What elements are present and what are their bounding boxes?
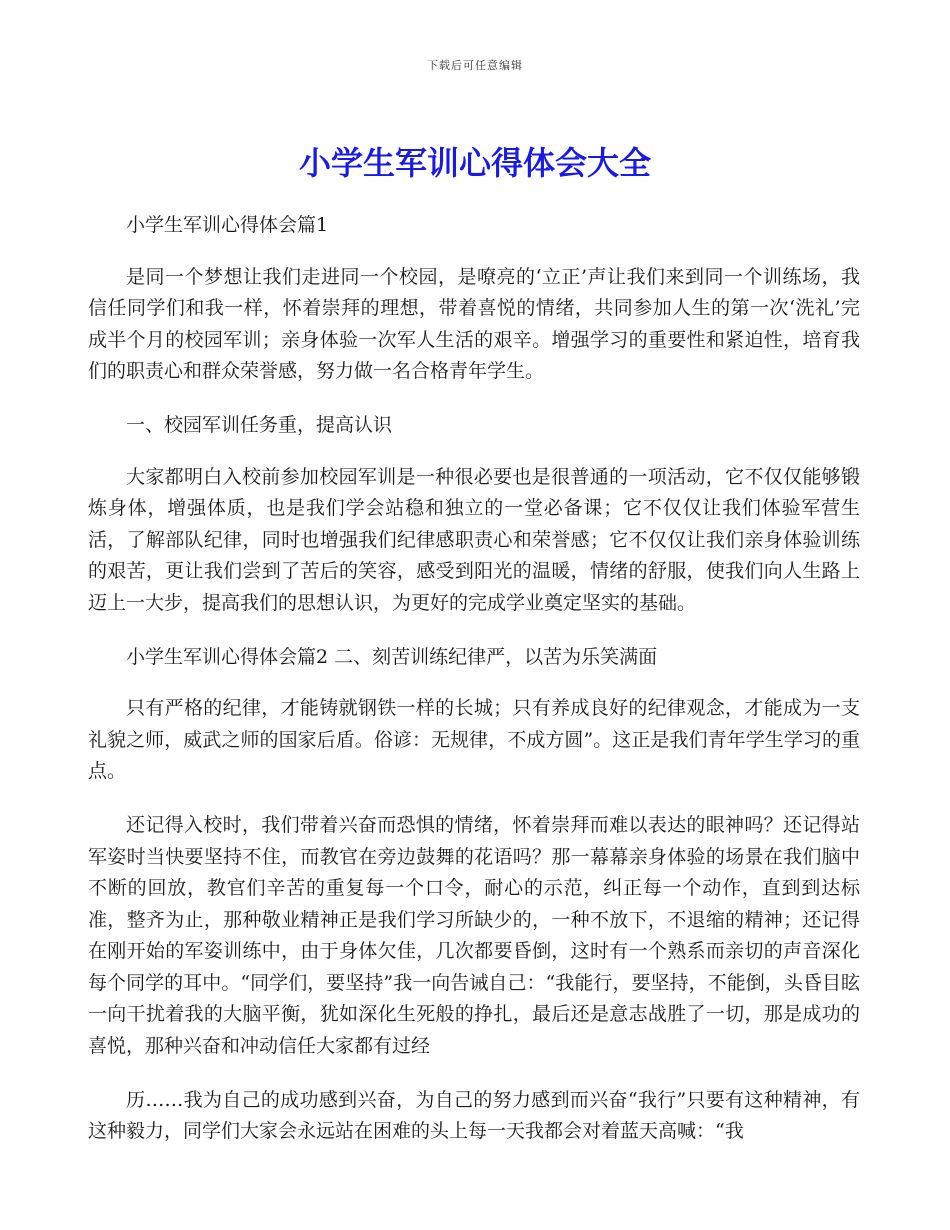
section-heading-2: 一、校园军训任务重，提高认识 <box>126 413 393 436</box>
body-paragraph-4: 还记得入校时，我们带着兴奋而恐惧的情绪，怀着崇拜而难以表达的眼神吗？还记得站军姿时当快要坚持不住，而教官在旁边鼓舞的花语吗？那一幕幕亲身体验的场景在我们脑中不断的回放，教官们辛苦的重复每一个口令，耐心的示范，纠正每一个动作，直到到达标准，整齐为止，那种敬业精神正是我们学习所缺少的，一种不放下，不退缩的精神；还记得在刚开始的军姿训练中，由于身体欠佳，几次都要昏倒，这时有一个熟系而亲切的声音深化每个同学的耳中。“同学们，要坚持”我一向告诫自己：“我能行，要坚持，不能倒，头昏目眩一向干扰着我的大脑平衡，犹如深化生死般的挣扎，最后还是意志战胜了一切，那是成功的喜悦，那种兴奋和冲动信任大家都有过经 <box>88 813 860 1058</box>
body-paragraph-5: 历……我为自己的成功感到兴奋，为自己的努力感到而兴奋“我行”只要有这种精神，有这种毅力，同学们大家会永远站在困难的头上每一天我都会对着蓝天高喊：“我 <box>88 1088 860 1143</box>
body-paragraph-3: 只有严格的纪律，才能铸就钢铁一样的长城；只有养成良好的纪律观念，才能成为一支礼貌之师，威武之师的国家后盾。俗谚：无规律，不成方圆”。这正是我们青年学生学习的重点。 <box>88 697 860 783</box>
section-heading-3: 小学生军训心得体会篇2 二、刻苦训练纪律严，以苦为乐笑满面 <box>126 645 658 668</box>
body-paragraph-1: 是同一个梦想让我们走进同一个校园，是嘹亮的‘立正’声让我们来到同一个训练场，我信任同学们和我一样，怀着崇拜的理想，带着喜悦的情绪，共同参加人生的第一次‘洗礼’完成半个月的校园军训；亲身体验一次军人生活的艰辛。增强学习的重要性和紧迫性，培育我们的职责心和群众荣誉感，努力做一名合格青年学生。 <box>88 265 860 383</box>
document-title: 小学生军训心得体会大全 <box>298 144 651 182</box>
body-paragraph-2: 大家都明白入校前参加校园军训是一种很必要也是很普通的一项活动，它不仅仅能够锻炼身体，增强体质，也是我们学会站稳和独立的一堂必备课；它不仅仅让我们体验军营生活，了解部队纪律，同时也增强我们纪律感职责心和荣誉感；它不仅仅让我们亲身体验训练的艰苦，更让我们尝到了苦后的笑容，感受到阳光的温暖，情绪的舒服，使我们向人生路上迈上一大步，提高我们的思想认识，为更好的完成学业奠定坚实的基础。 <box>88 465 860 614</box>
page-header-note: 下载后可任意编辑 <box>427 59 523 72</box>
section-heading-1: 小学生军训心得体会篇1 <box>126 214 329 236</box>
document-body <box>88 210 860 1170</box>
